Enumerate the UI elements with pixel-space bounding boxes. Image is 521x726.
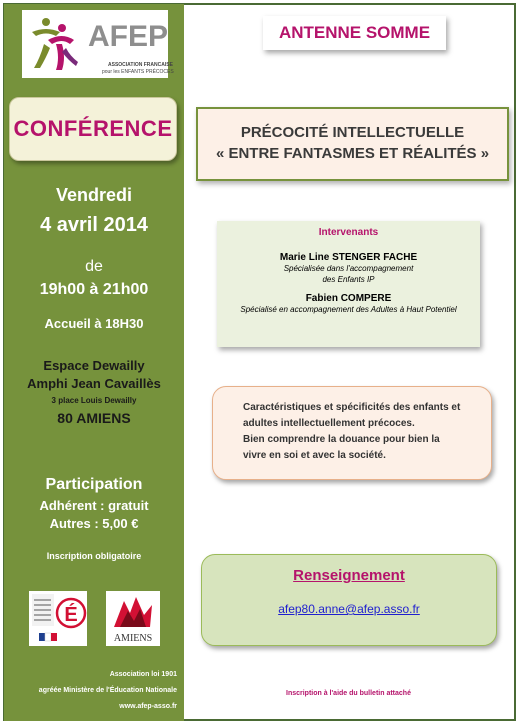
logo-subtitle-2: pour les ENFANTS PRÉCOCES [102, 69, 174, 75]
registration-note: Inscription obligatoire [46, 551, 142, 561]
contact-email-link[interactable]: afep80.anne@afep.asso.fr [278, 602, 420, 616]
venue-city: 80 AMIENS [57, 410, 131, 426]
price-other: Autres : 5,00 € [49, 516, 139, 531]
antenne-label: ANTENNE SOMME [278, 23, 431, 42]
registration-footnote: Inscription à l'aide du bulletin attaché [286, 690, 411, 697]
price-member: Adhérent : gratuit [39, 498, 149, 513]
logo-wordmark: AFEP [88, 20, 169, 53]
speaker-1-role-a: Spécialisée dans l'accompagnement [283, 264, 414, 273]
accueil-time: Accueil à 18H30 [44, 316, 144, 331]
ministry-logo [29, 591, 87, 646]
marianne-icon [29, 591, 87, 646]
info-heading: Renseignement [293, 567, 405, 584]
event-de: de [85, 258, 103, 275]
conference-title: CONFÉRENCE [13, 116, 173, 141]
speaker-1-role-b: des Enfants IP [322, 275, 375, 284]
title-line-1: PRÉCOCITÉ INTELLECTUELLE [240, 124, 465, 141]
afep-logo [22, 10, 174, 78]
speaker-2-role: Spécialisé en accompagnement des Adultes à Haut Potentiel [240, 305, 457, 314]
description-line-4: vivre en soi et avec la société. [243, 450, 386, 461]
speakers-box [217, 221, 480, 347]
event-day: Vendredi [55, 185, 133, 205]
footer-approval: agréée Ministère de l'Éducation Nationale [38, 687, 177, 694]
footer-website: www.afep-asso.fr [119, 703, 177, 710]
event-time: 19h00 à 21h00 [39, 281, 149, 298]
svg-text:É: É [64, 604, 78, 626]
event-date: 4 avril 2014 [40, 214, 148, 236]
antenne-box [263, 16, 446, 50]
speaker-1-name: Marie Line STENGER FACHE [279, 252, 418, 263]
description-line-1: Caractéristiques et spécificités des enfants et [243, 402, 461, 413]
afep-figures-icon [26, 14, 86, 74]
title-line-2: « ENTRE FANTASMES ET RÉALITÉS » [215, 145, 490, 162]
conference-box [9, 97, 177, 161]
description-line-3: Bien comprendre la douance pour bien la [243, 434, 440, 445]
description-line-2: adultes intellectuellement précoces. [243, 418, 415, 429]
amiens-emblem-icon [106, 591, 160, 633]
amiens-logo [106, 591, 160, 646]
speaker-2-name: Fabien COMPERE [305, 293, 392, 304]
logo-subtitle-1: ASSOCIATION FRANCAISE [108, 62, 173, 68]
info-box [201, 554, 497, 646]
title-box [196, 107, 509, 181]
speakers-heading: Intervenants [318, 227, 379, 238]
venue-name: Espace Dewailly [43, 358, 145, 373]
venue-room: Amphi Jean Cavaillès [27, 376, 161, 391]
venue-address: 3 place Louis Dewailly [51, 396, 137, 405]
participation-heading: Participation [45, 476, 143, 493]
description-box [212, 386, 492, 480]
amiens-label: AMIENS [113, 633, 153, 644]
footer-association: Association loi 1901 [109, 671, 177, 678]
